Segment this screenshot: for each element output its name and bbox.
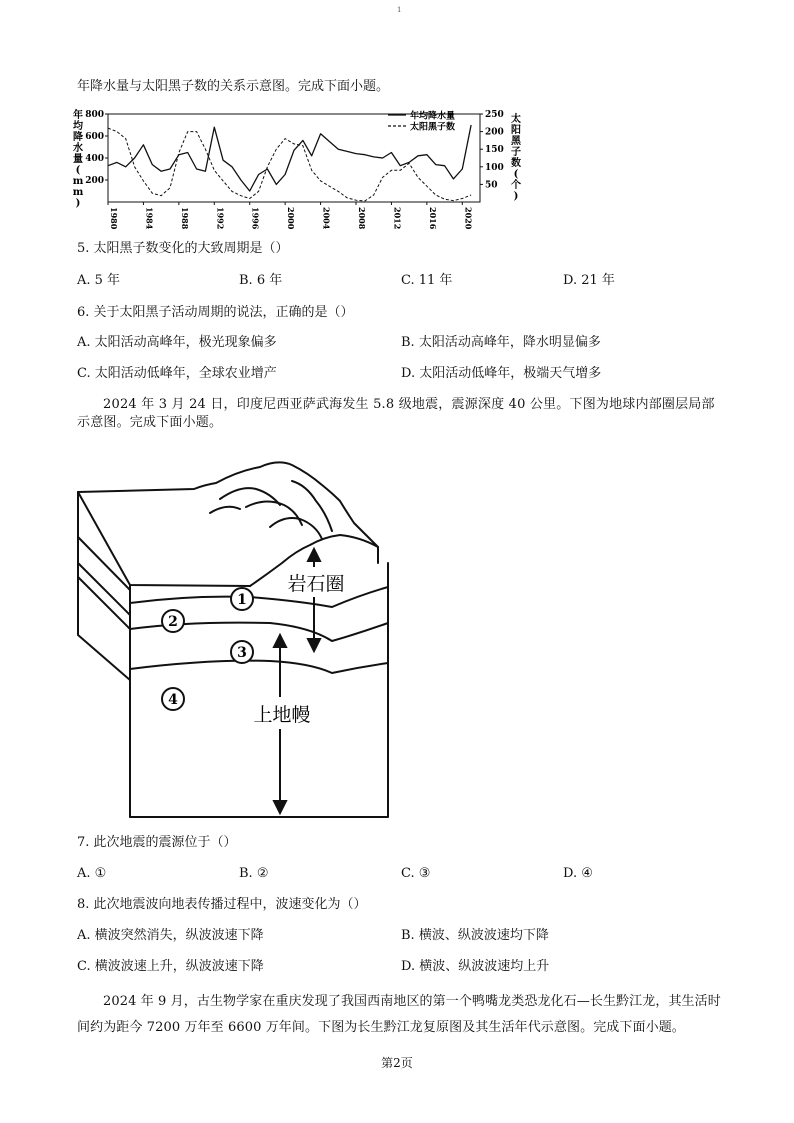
y-left-axis-label-char: 降 <box>73 132 83 143</box>
y-right-axis-label-char: 黑 <box>511 136 521 147</box>
y-right-axis-label-char: 个 <box>511 180 521 191</box>
q8-option-d[interactable]: D. 横波、纵波波速均上升 <box>401 959 550 974</box>
mountain-ridge-2 <box>246 501 302 525</box>
q6-option-c[interactable]: C. 太阳活动低峰年，全球农业增产 <box>77 366 277 381</box>
legend-entry: 年均降水量 <box>410 111 456 122</box>
y-right-tick-label: 250 <box>485 110 504 120</box>
x-tick-label: 1992 <box>215 207 226 230</box>
x-tick-label: 2020 <box>463 207 474 230</box>
series-line-precipitation <box>108 125 471 191</box>
y-right-tick-label: 100 <box>485 162 504 173</box>
y-right-axis-label-char: 子 <box>511 147 521 158</box>
x-tick-label: 2004 <box>321 207 332 230</box>
y-left-axis-label-char: m <box>72 187 84 198</box>
q6-stem: 6. 关于太阳黑子活动周期的说法，正确的是（） <box>77 305 354 320</box>
q5-option-a[interactable]: A. 5 年 <box>77 273 121 288</box>
earth-interior-diagram <box>70 455 400 825</box>
y-left-tick-label: 800 <box>85 110 104 120</box>
layer-3-label: 3 <box>237 645 247 661</box>
q8-option-a[interactable]: A. 横波突然消失，纵波波速下降 <box>77 928 264 943</box>
q5-option-b[interactable]: B. 6 年 <box>239 273 283 288</box>
y-left-axis-label-char: 量 <box>73 154 83 165</box>
intro-line: 年降水量与太阳黑子数的关系示意图。完成下面小题。 <box>77 79 390 94</box>
layer-1-label: 1 <box>237 592 247 608</box>
x-tick-label: 2016 <box>427 207 438 230</box>
front-layer-line-3 <box>130 661 388 673</box>
q7-option-a[interactable]: A. ① <box>77 866 107 881</box>
x-tick-label: 2008 <box>357 207 367 230</box>
q7-stem: 7. 此次地震的震源位于（） <box>77 835 237 850</box>
y-left-axis-label-char: 年 <box>73 110 83 121</box>
y-right-axis-label-char: 太 <box>511 114 521 125</box>
q8-option-c[interactable]: C. 横波波速上升，纵波波速下降 <box>77 959 264 974</box>
layer-4-label: 4 <box>168 692 178 708</box>
block-front-top-edge <box>78 492 250 586</box>
y-left-tick-label: 200 <box>85 176 104 186</box>
q5-option-c[interactable]: C. 11 年 <box>401 273 453 288</box>
x-tick-label: 2012 <box>392 207 403 230</box>
layer-2-label: 2 <box>168 614 178 630</box>
y-left-axis-label-char: m <box>72 176 84 187</box>
x-tick-label: 1984 <box>144 207 155 230</box>
x-tick-label: 1996 <box>250 207 261 230</box>
lithosphere-label: 岩石圈 <box>287 573 345 595</box>
x-tick-label: 1980 <box>109 207 119 230</box>
y-left-axis-label-char: ) <box>75 198 81 209</box>
q7-option-c[interactable]: C. ③ <box>401 866 431 881</box>
q5-option-d[interactable]: D. 21 年 <box>563 273 615 288</box>
page-footer: 第2页 <box>381 1056 413 1070</box>
q6-option-b[interactable]: B. 太阳活动高峰年，降水明显偏多 <box>401 335 601 350</box>
left-face-layer-line-1 <box>78 537 130 590</box>
series-line-sunspots <box>108 128 471 201</box>
q8-stem: 8. 此次地震波向地表传播过程中，波速变化为（） <box>77 897 367 912</box>
x-tick-label: 2000 <box>286 207 297 230</box>
y-left-axis-label-char: 均 <box>73 121 83 132</box>
y-right-tick-label: 150 <box>485 145 504 156</box>
q6-option-a[interactable]: A. 太阳活动高峰年，极光现象偏多 <box>77 335 277 350</box>
q8-option-b[interactable]: B. 横波、纵波波速均下降 <box>401 928 549 943</box>
y-left-tick-label: 400 <box>85 154 104 164</box>
earthquake-intro: 2024 年 3 月 24 日，印度尼西亚萨武海发生 5.8 级地震，震源深度 40 公里。下图为地球内部圈层局部示意图。完成下面小题。 <box>77 397 715 430</box>
dino-intro: 2024 年 9 月，古生物学家在重庆发现了我国西南地区的第一个鸭嘴龙类恐龙化石—长生黔江龙，其生活时间约为距今 7200 万年至 6600 万年间。下图为长生黔江龙复原图及其生活年代示意图。完成下面小题。 <box>77 994 721 1035</box>
y-right-axis-label-char: 数 <box>511 158 521 169</box>
mountain-ridge-3 <box>270 518 322 539</box>
block-top-outline <box>78 462 378 563</box>
q6-option-d[interactable]: D. 太阳活动低峰年，极端天气增多 <box>401 366 602 381</box>
q5-stem: 5. 太阳黑子数变化的大致周期是（） <box>77 241 289 256</box>
y-right-tick-label: 200 <box>485 127 504 138</box>
left-face-layer-line-3 <box>78 577 130 629</box>
q7-option-b[interactable]: B. ② <box>239 866 269 881</box>
y-right-axis-label-char: ( <box>513 169 519 180</box>
y-right-axis-label-char: 阳 <box>511 125 521 136</box>
y-left-axis-label-char: ( <box>75 165 81 176</box>
x-tick-label: 1988 <box>179 207 190 230</box>
q7-option-d[interactable]: D. ④ <box>563 866 593 881</box>
y-right-tick-label: 50 <box>485 180 498 191</box>
y-left-axis-label-char: 水 <box>73 143 83 154</box>
upper-mantle-label: 上地幔 <box>253 704 311 726</box>
y-left-tick-label: 600 <box>85 132 104 142</box>
y-right-axis-label <box>511 112 522 202</box>
precip-sunspot-chart <box>70 104 530 234</box>
y-right-axis-label-char: ) <box>513 191 519 202</box>
mountain-ridge-5 <box>210 507 240 513</box>
legend-entry: 太阳黑子数 <box>410 122 456 133</box>
page-top-number: 1 <box>397 6 402 14</box>
y-left-axis-label <box>73 108 84 209</box>
